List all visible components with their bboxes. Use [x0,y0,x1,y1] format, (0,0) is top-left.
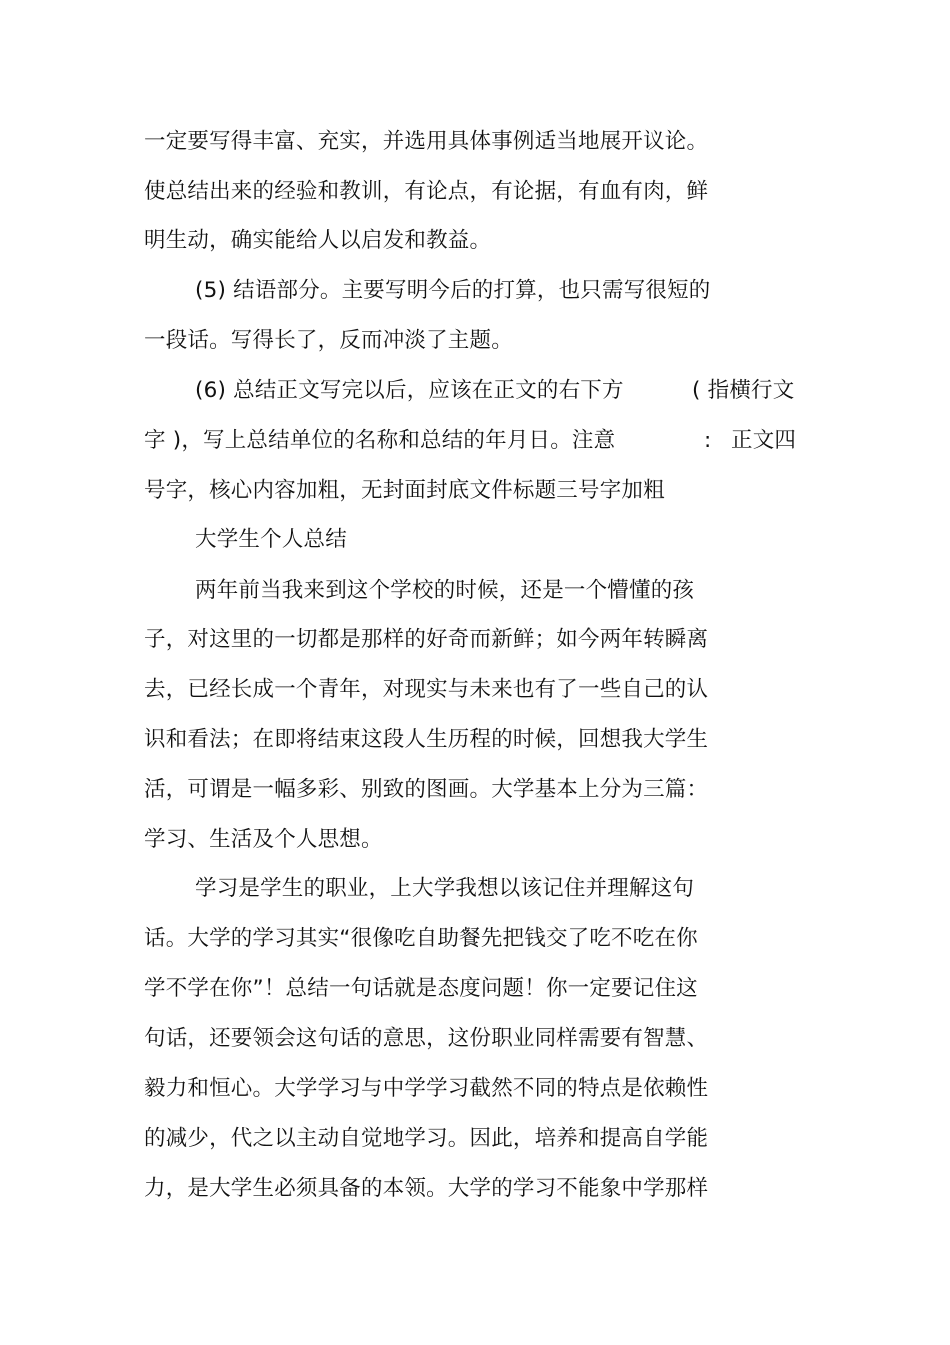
text-line: 一段话。写得长了，反而冲淡了主题。 [144,328,513,353]
text-segment: (6) 总结正文写完以后，应该在正文的右下方 [195,378,624,403]
text-line: 两年前当我来到这个学校的时候，还是一个懵懂的孩 [195,578,695,603]
text-line: 句话，还要领会这句话的意思，这份职业同样需要有智慧、 [144,1026,709,1051]
section-heading: 大学生个人总结 [195,527,347,552]
text-line: 活，可谓是一幅多彩、别致的图画。大学基本上分为三篇： [144,777,709,802]
text-segment: : [704,428,712,453]
text-line: 去，已经长成一个青年，对现实与未来也有了一些自己的认 [144,677,709,702]
text-line: 号字，核心内容加粗，无封面封底文件标题三号字加粗 [144,478,665,503]
text-line: 学习是学生的职业，上大学我想以该记住并理解这句 [195,876,695,901]
text-line-wide [0,424,950,458]
text-line: 明生动，确实能给人以启发和教益。 [144,228,492,253]
text-line: 力，是大学生必须具备的本领。大学的学习不能象中学那样 [144,1176,709,1201]
text-segment: 字 )，写上总结单位的名称和总结的年月日。注意 [144,428,616,453]
text-segment: ( 指横行文 [692,378,795,403]
text-line: 使总结出来的经验和教训，有论点，有论据，有血有肉，鲜 [144,179,709,204]
text-segment: 正文四 [731,428,797,453]
text-line: 话。大学的学习其实“很像吃自助餐先把钱交了吃不吃在你 [144,926,698,951]
text-line: 学不学在你”！总结一句话就是态度问题！你一定要记住这 [144,976,698,1001]
text-line: 学习、生活及个人思想。 [144,827,383,852]
text-line: 的减少，代之以主动自觉地学习。因此，培养和提高自学能 [144,1126,709,1151]
text-line: 一定要写得丰富、充实，并选用具体事例适当地展开议论。 [144,129,709,154]
text-line: 识和看法；在即将结束这段人生历程的时候，回想我大学生 [144,727,709,752]
text-line-wide [0,374,950,408]
text-line: 子，对这里的一切都是那样的好奇而新鲜；如今两年转瞬离 [144,627,709,652]
text-line: 毅力和恒心。大学学习与中学学习截然不同的特点是依赖性 [144,1076,709,1101]
text-line: (5) 结语部分。主要写明今后的打算，也只需写很短的 [195,278,711,303]
